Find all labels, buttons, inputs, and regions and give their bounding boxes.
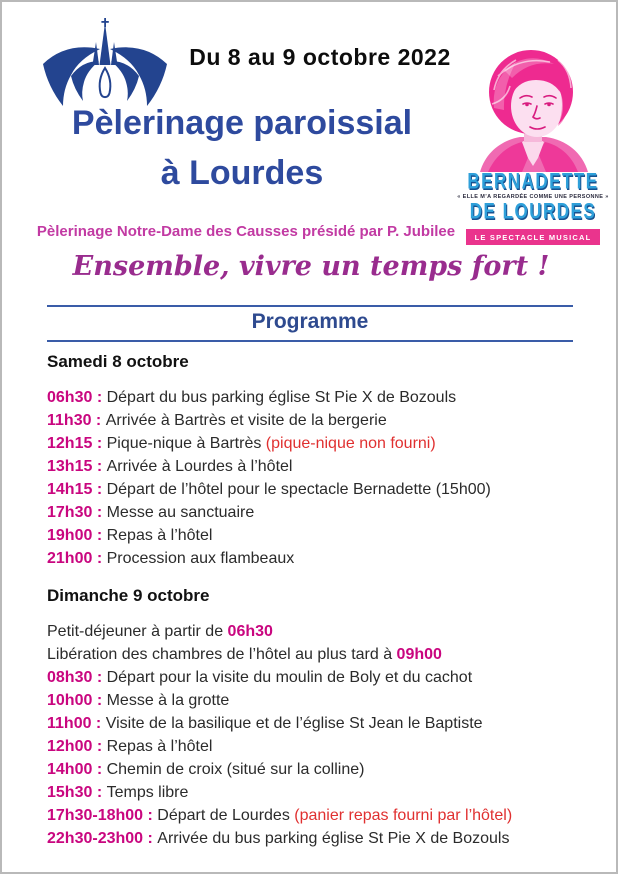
schedule-time: 15h30 :: [47, 784, 107, 801]
schedule-text: Chemin de croix (situé sur la colline): [106, 761, 365, 778]
schedule-time: 09h00: [396, 646, 442, 663]
schedule-time: 12h00 :: [47, 738, 107, 755]
schedule-text: Repas à l’hôtel: [106, 738, 213, 755]
event-dates: Du 8 au 9 octobre 2022: [189, 44, 451, 70]
schedule: [47, 352, 591, 850]
schedule-note: (pique-nique non fourni): [265, 435, 436, 452]
poster-quote: « ELLE M’A REGARDÉE COMME UNE PERSONNE »: [457, 194, 609, 200]
page-title-line2: à Lourdes: [160, 154, 324, 193]
schedule-text: Arrivée à Lourdes à l’hôtel: [106, 458, 293, 475]
schedule-item: [47, 781, 591, 804]
schedule-text: Pique-nique à Bartrès: [106, 435, 266, 452]
schedule-time: 11h30 :: [47, 412, 106, 429]
schedule-item: [47, 455, 591, 478]
schedule-item: [47, 524, 591, 547]
schedule-time: 22h30-23h00 :: [47, 830, 158, 847]
schedule-text: Départ du bus parking église St Pie X de Bozouls: [106, 389, 457, 406]
schedule-item: [47, 758, 591, 781]
schedule-text: Arrivée à Bartrès et visite de la bergerie: [105, 412, 387, 429]
schedule-item: [47, 386, 591, 409]
schedule-item: [47, 409, 591, 432]
schedule-item: [47, 827, 591, 850]
schedule-text: Départ de l’hôtel pour le spectacle Bernadette (15h00): [106, 481, 491, 498]
schedule-item: [47, 689, 591, 712]
schedule-item: [47, 620, 591, 643]
schedule-time: 17h30 :: [47, 504, 107, 521]
schedule-text: Arrivée du bus parking église St Pie X de Bozouls: [157, 830, 510, 847]
schedule-item: [47, 432, 591, 455]
schedule-time: 12h15 :: [47, 435, 107, 452]
schedule-text: Messe à la grotte: [106, 692, 230, 709]
schedule-text: Messe au sanctuaire: [106, 504, 255, 521]
schedule-time: 08h30 :: [47, 669, 107, 686]
schedule-item: [47, 501, 591, 524]
schedule-time: 21h00 :: [47, 550, 107, 567]
page-title: [24, 98, 460, 199]
schedule-item: [47, 547, 591, 570]
bernadette-portrait-icon: [458, 48, 608, 172]
schedule-time: 17h30-18h00 :: [47, 807, 158, 824]
schedule-text: Procession aux flambeaux: [106, 550, 295, 567]
schedule-item: [47, 712, 591, 735]
schedule-time: 11h00 :: [47, 715, 106, 732]
poster-title-line2: DE LOURDES: [469, 199, 597, 224]
schedule-text: Petit-déjeuner à partir de: [47, 623, 228, 640]
poster-title-line1: BERNADETTE: [467, 169, 599, 194]
schedule-text: Repas à l’hôtel: [106, 527, 213, 544]
schedule-time: 19h00 :: [47, 527, 107, 544]
schedule-time: 13h15 :: [47, 458, 107, 475]
schedule-time: 14h00 :: [47, 761, 107, 778]
schedule-text: Visite de la basilique et de l’église St Jean le Baptiste: [105, 715, 483, 732]
schedule-item: [47, 478, 591, 501]
schedule-item: [47, 804, 591, 827]
schedule-note: (panier repas fourni par l’hôtel): [294, 807, 513, 824]
bernadette-poster: [452, 48, 614, 245]
page-title-line1: Pèlerinage paroissial: [71, 104, 413, 142]
programme-heading: Programme: [47, 305, 573, 342]
day-heading-sunday: Dimanche 9 octobre: [47, 586, 210, 605]
schedule-item: [47, 643, 591, 666]
poster-banner: LE SPECTACLE MUSICAL: [466, 229, 601, 245]
schedule-text: Départ de Lourdes: [157, 807, 295, 824]
schedule-time: 06h30: [227, 623, 273, 640]
schedule-item: [47, 735, 591, 758]
schedule-text: Libération des chambres de l’hôtel au plus tard à: [47, 646, 397, 663]
day-heading-saturday: Samedi 8 octobre: [47, 352, 189, 371]
schedule-time: 10h00 :: [47, 692, 107, 709]
schedule-text: Départ pour la visite du moulin de Boly et du cachot: [106, 669, 473, 686]
subtitle: Pèlerinage Notre-Dame des Causses présidé par P. Jubilee: [36, 223, 456, 240]
tagline: Ensemble, vivre un temps fort !: [72, 251, 550, 282]
schedule-text: Temps libre: [106, 784, 189, 801]
schedule-item: [47, 666, 591, 689]
schedule-time: 06h30 :: [47, 389, 107, 406]
schedule-time: 14h15 :: [47, 481, 107, 498]
